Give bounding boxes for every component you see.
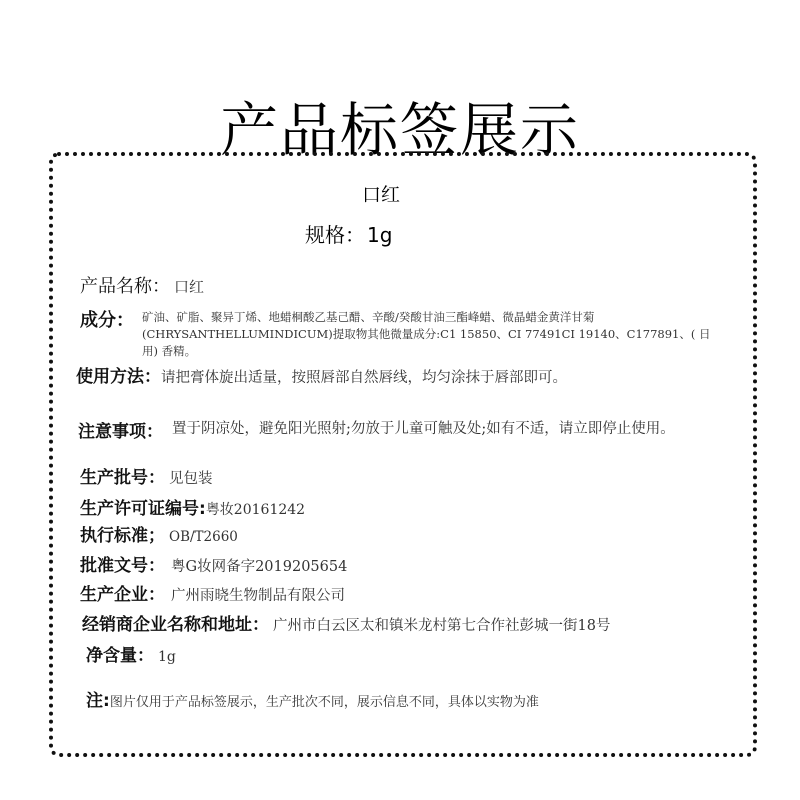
spec-line: [305, 219, 392, 248]
footnote: [86, 686, 539, 711]
field-standard: [80, 521, 238, 546]
field-usage: [76, 362, 567, 387]
field-value: 1g: [158, 649, 176, 665]
field-key: 生产企业：: [80, 585, 165, 605]
field-value: 广州市白云区太和镇米龙村第七合作社彭城一街18号: [273, 618, 611, 634]
field-distributor: [82, 610, 610, 635]
field-batch-number: [80, 463, 213, 488]
spec-key: 规格：: [305, 223, 365, 247]
field-value: 粤G妆网备字2019205654: [171, 559, 348, 575]
field-value: 粤妆20161242: [205, 502, 306, 518]
field-value: 置于阴凉处，避免阳光照射;勿放于儿童可触及处;如有不适，请立即停止使用。: [172, 421, 675, 437]
field-net-content: [86, 641, 176, 666]
field-key: 注意事项：: [78, 422, 163, 442]
field-key: 生产许可证编号:: [80, 499, 206, 519]
field-product-name: [80, 272, 204, 298]
footnote-key: 注:: [86, 691, 110, 711]
field-key: 净含量：: [86, 646, 154, 666]
spec-value: 1g: [367, 223, 393, 247]
field-key: 使用方法：: [76, 367, 161, 387]
footnote-text: 图片仅用于产品标签展示，生产批次不同，展示信息不同，具体以实物为准: [109, 695, 539, 710]
field-key: 成分：: [80, 310, 134, 331]
field-key: 产品名称：: [80, 276, 170, 297]
field-value: 请把膏体旋出适量，按照唇部自然唇线，均匀涂抹于唇部即可。: [161, 370, 567, 386]
page-title: 产品标签展示: [219, 95, 580, 164]
field-key: 批准文号：: [80, 556, 165, 576]
field-key: 生产批号：: [80, 468, 165, 488]
product-heading: 口红: [362, 184, 401, 206]
field-approval-number: [80, 551, 347, 576]
field-key: 执行标准；: [80, 526, 165, 546]
field-manufacturer: [80, 580, 345, 605]
field-value: 见包装: [169, 471, 213, 487]
field-value: OB/T2660: [169, 529, 238, 545]
product-label-box: [49, 152, 757, 757]
field-value: 口红: [174, 278, 205, 296]
field-key: 经销商企业名称和地址：: [82, 615, 269, 635]
field-production-license: [80, 494, 305, 519]
field-value: 广州雨晓生物制品有限公司: [171, 588, 345, 604]
field-value: 矿油、矿脂、聚异丁烯、地蜡桐酸乙基己醋、辛酸/癸酸甘油三酯峰蜡、微晶蜡金黄洋甘菊(CHRYSANTHELLUMINDICUM)提取物其他微量成分:C1 15850、CI 77491CI 19140、C177891、( 日用) 香精。: [142, 310, 711, 358]
